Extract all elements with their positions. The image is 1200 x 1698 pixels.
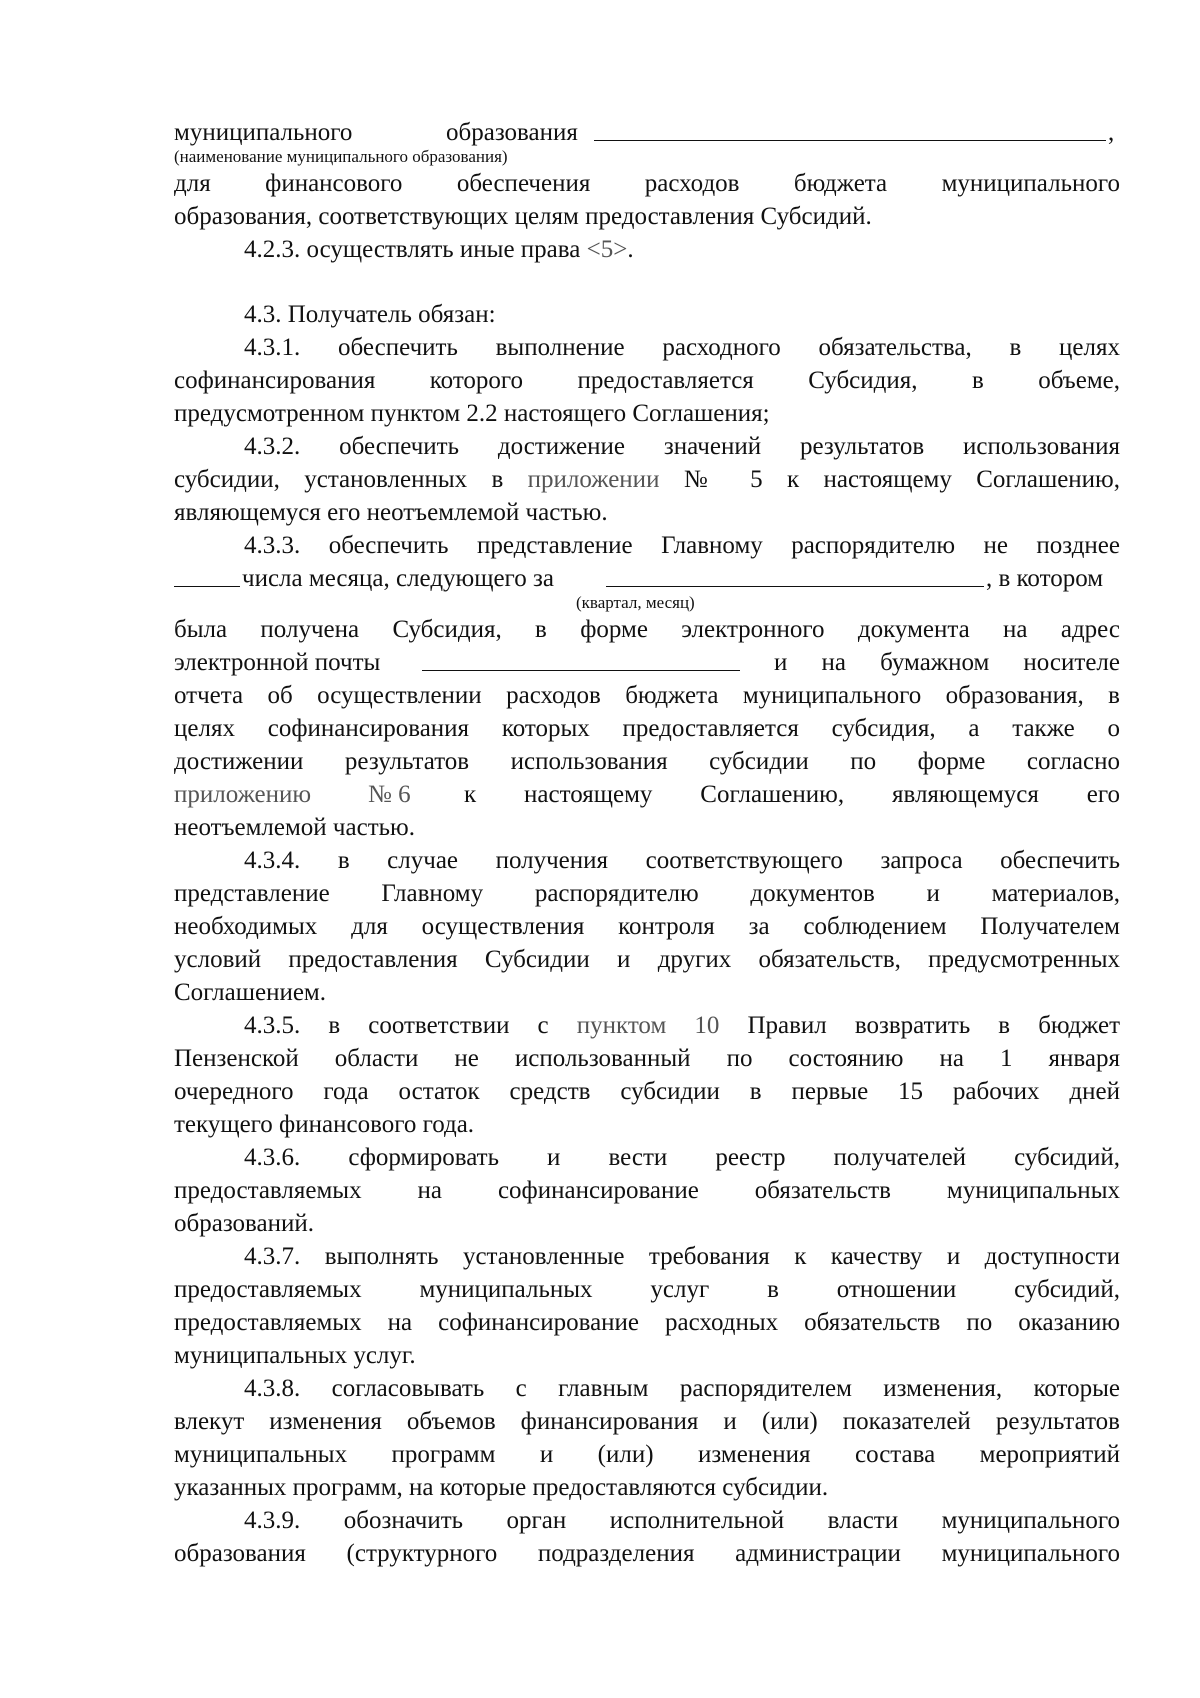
clause-4-3-6-line: предоставляемых на софинансирование обязательств муниципальных [174, 1177, 1120, 1204]
appendix-5-link[interactable]: приложении [527, 466, 660, 493]
clause-4-3-5-line [174, 1009, 1120, 1042]
clause-4-3-1-line: софинансирования которого предоставляется Субсидия, в объеме, [174, 367, 1120, 394]
clause-4-3-6-line: 4.3.6. сформировать и вести реестр получателей субсидий, [244, 1144, 1120, 1171]
text-span: и на бумажном носителе [774, 649, 1120, 676]
clause-4-3-5-line: текущего финансового года. [174, 1111, 475, 1138]
clause-4-3-2-line [174, 463, 1120, 496]
clause-4-3-3-line: целях софинансирования которых предоставляется субсидия, а также о [174, 715, 1120, 742]
clause-4-3-heading: 4.3. Получатель обязан: [244, 301, 496, 328]
clause-4-3-9-line: образования (структурного подразделения администрации муниципального [174, 1540, 1120, 1567]
word-municipal: муниципального [174, 119, 353, 146]
paragraph-gap [174, 266, 1120, 298]
day-number-blank[interactable] [174, 562, 240, 587]
text-span: , в котором [986, 565, 1104, 592]
text-span: 4.3.5. в соответствии с [244, 1012, 577, 1039]
municipality-name-caption: (наименование муниципального образования) [174, 147, 508, 166]
clause-4-3-3-deadline-line [174, 562, 1120, 595]
text-span: № 5 к настоящему Соглашению, [659, 466, 1120, 493]
rules-point-10-link[interactable]: пунктом 10 [576, 1012, 720, 1039]
municipality-name-line [174, 116, 1120, 149]
clause-4-3-6-line: образований. [174, 1210, 315, 1237]
appendix-6-number: № 6 [368, 781, 411, 808]
municipality-name-blank[interactable] [594, 116, 1106, 141]
period-blank[interactable] [606, 562, 984, 587]
clause-4-3-3-appendix-line [174, 778, 1120, 811]
clause-4-3-4-line: Соглашением. [174, 979, 327, 1006]
clause-4-3-8-line: влекут изменения объемов финансирования и (или) показателей результатов [174, 1408, 1120, 1435]
text-span: Правил возвратить в бюджет [719, 1012, 1121, 1039]
text-span: субсидии, установленных в [174, 466, 528, 493]
clause-4-3-3-email-line [174, 646, 1120, 679]
document-page [174, 116, 1120, 1570]
clause-4-2-3 [174, 233, 1120, 266]
clause-4-3-7-line: предоставляемых муниципальных услуг в отношении субсидий, [174, 1276, 1120, 1303]
clause-4-3-5-line: очередного года остаток средств субсидии в первые 15 рабочих дней [174, 1078, 1120, 1105]
email-blank[interactable] [422, 646, 740, 671]
clause-4-3-3-line: отчета об осуществлении расходов бюджета муниципального образования, в [174, 682, 1120, 709]
clause-text: 4.2.3. осуществлять иные права [244, 236, 587, 263]
period-caption: (квартал, месяц) [576, 593, 695, 612]
clause-4-3-9-line: 4.3.9. обозначить орган исполнительной власти муниципального [244, 1507, 1120, 1534]
clause-4-3-1-line: предусмотренном пунктом 2.2 настоящего Соглашения; [174, 400, 770, 427]
clause-4-3-2-line: являющемуся его неотъемлемой частью. [174, 499, 608, 526]
clause-4-3-3-line: неотъемлемой частью. [174, 814, 415, 841]
clause-4-3-7-line: предоставляемых на софинансирование расходных обязательств по оказанию [174, 1309, 1120, 1336]
clause-4-3-4-line: необходимых для осуществления контроля за соблюдением Получателем [174, 913, 1120, 940]
clause-4-3-7-line: муниципальных услуг. [174, 1342, 416, 1369]
footnote-ref-5[interactable]: <5> [586, 236, 628, 263]
clause-4-3-3-line: 4.3.3. обеспечить представление Главному распорядителю не позднее [244, 532, 1120, 559]
word-education: образования [446, 119, 578, 146]
comma: , [1108, 119, 1115, 146]
text-span: электронной почты [174, 649, 381, 676]
clause-4-3-4-line: условий предоставления Субсидии и других обязательств, предусмотренных [174, 946, 1120, 973]
text-span: к настоящему Соглашению, являющемуся его [464, 781, 1120, 808]
period: . [627, 236, 634, 263]
clause-4-3-7-line: 4.3.7. выполнять установленные требования к качеству и доступности [244, 1243, 1120, 1270]
clause-4-3-4-line: представление Главному распорядителю документов и материалов, [174, 880, 1120, 907]
clause-4-3-8-line: муниципальных программ и (или) изменения состава мероприятий [174, 1441, 1120, 1468]
clause-4-3-2-line: 4.3.2. обеспечить достижение значений результатов использования [244, 433, 1120, 460]
appendix-6-link[interactable]: приложению [174, 781, 312, 808]
text-span: числа месяца, следующего за [242, 565, 554, 592]
clause-4-3-4-line: 4.3.4. в случае получения соответствующего запроса обеспечить [244, 847, 1120, 874]
clause-4-3-8-line: указанных программ, на которые предоставляются субсидии. [174, 1474, 829, 1501]
clause-4-3-8-line: 4.3.8. согласовывать с главным распорядителем изменения, которые [244, 1375, 1120, 1402]
text-line: для финансового обеспечения расходов бюджета муниципального [174, 170, 1120, 197]
clause-4-3-3-line: достижении результатов использования субсидии по форме согласно [174, 748, 1120, 775]
clause-4-3-1-line: 4.3.1. обеспечить выполнение расходного обязательства, в целях [244, 334, 1120, 361]
text-line: образования, соответствующих целям предоставления Субсидий. [174, 203, 872, 230]
clause-4-3-5-line: Пензенской области не использованный по состоянию на 1 января [174, 1045, 1120, 1072]
clause-4-3-3-line: была получена Субсидия, в форме электронного документа на адрес [174, 616, 1120, 643]
